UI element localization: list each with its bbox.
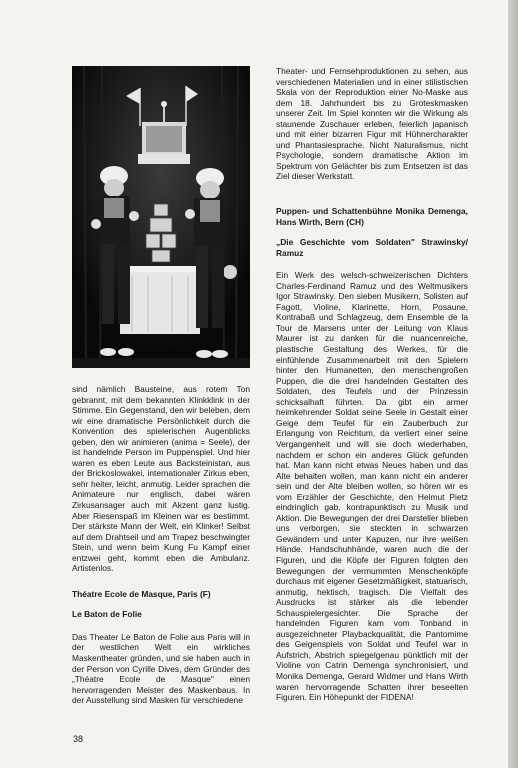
left-paragraph-1: sind nämlich Bausteine, aus rotem Ton gebrannt, mit dem bekannten Klinkklink in der Stimme. Ein Gegenstand, den wir beleben, dem wir eine dramatische Persönlichkeit durch die Konvention des spielerischen Augenblicks geben, den wir animieren (anima = Seele), der ist handelnde Person im Puppenspiel. Und hier waren es eben Leute aus Backsteinistan, aus der Brickoslowakei, internationaler Zirkus eben, sehr heiter, leicht, anmutig. Leider sprachen die Animateure nur englisch, dabei wären Zirkusansager auch mit Akzent ganz lustig. Aber Riesenspaß im Kleinen war es bestimmt. Der stärkste Mann der Welt, ein Klinker! Selbst auf dem Drahtseil und am Trapez beschwingter Stein, und wenn beim Kung Fu Kampf einer entzwei geht, kommt eben die Ambulanz. Artistenlos. [72, 384, 250, 574]
section-heading-theatre: Théatre Ecole de Masque, Paris (F) [72, 588, 211, 599]
page-edge [508, 0, 518, 768]
performance-photo [72, 66, 250, 368]
section-subheading-baton: Le Baton de Folie [72, 609, 142, 620]
page-number: 38 [73, 734, 84, 744]
right-paragraph-2: Ein Werk des welsch-schweizerischen Dichters Charles-Ferdinand Ramuz und des Weltmusikers Igor Strawinsky. Den sieben Musikern, Solisten auf Fagott, Violine, Klarinette, Horn, Posaune, Kontrabaß und Schlagzeug, dem Ensemble de la Tour de Marsens unter der Leitung von Klaus Maurer ist zu danken für die nuancenreiche, plastische Gestaltung des Werkes, für die einfühlende Zusammenarbeit mit den Spielern hinter den Humanetten, den menschengroßen Puppen, die die drei handelnden Gestalten des Soldaten, des Teufels und der Prinzessin schicksalhaft führten. Da gibt ein armer heimkehrender Soldat seine Seele in Gestalt einer Geige dem Teufel für ein Zauberbuch zur Erlangung von Reichtum, da verliert einer seine Vergangenheit und will sie doch wiederhaben, nachdem er schon ein anderes Glück gefunden hat. Man kann nicht etwas Neues haben und das Alte behalten wollen, man kann nicht ein anderer sein und der Alte bleiben wollen, so hören wir es vom Erzähler der Geschichte, den Helmut Pietz eindringlich gab, kontrapunktisch zu Musik und Aktion. Die Bewegungen der drei Darsteller blieben uns verborgen, sie steckten in schwarzen Gewändern und unter Kapuzen, nur ihre weißen Hände. Handschuhhände, waren auch die der Figuren, und die Köpfe der Figuren folgten den Bewegungen der vermummten Menschenköpfe durchaus mit eigener Gesetzmäßigkeit, statuarisch, anmutig, hektisch, tragisch. Die Vielfalt des Ausdrucks ist stärker als die lebender Schauspielergesichter. Die Sprache der handelnden Figuren kam vom Tonband in ausgezeichneter Playbackqualität, die Pantomime des Geigenspiels von Soldat und Teufel war in Aufstrich, Abstrich spiegelgenau pünktlich mit der Violine von Catrin Demenga synchronisiert, und Monika Demenga, Gerard Widmer und Hans Wirth waren hervorragende Schatten ihrer beseelten Figuren. Ein Höhepunkt der FIDENA! [276, 270, 468, 703]
section-subheading-soldat: „Die Geschichte vom Soldaten" Strawinsky/ Ramuz [276, 237, 468, 258]
right-text-column [276, 66, 468, 703]
stage-photo-icon [72, 66, 250, 368]
left-text-column [72, 384, 250, 706]
right-paragraph-1: Theater- und Fernsehproduktionen zu sehen, aus verschiedenen Materialien und in einer stilistischen Skala von der Reproduktion einer No-Maske aus dem 18. Jahrhundert bis zu Groteskmasken unserer Zeit. Im Spiel konnten wir die Wirkung als staunende Zuschauer erleben, feierlich japanisch und mit einer bizarren Figur mit Hühnercharakter und Phantasiesprache. Nicht Naturalismus, nicht Psychologie, sondern dramatische Aktion im Spektrum von Gelächter bis zum Entsetzen ist das Ziel dieser Werkstatt. [276, 66, 468, 182]
left-paragraph-2: Das Theater Le Baton de Folie aus Paris will in der westlichen Welt ein wirkliches Maskentheater gründen, und sie haben auch in der Person von Cyrille Dives, dem Gründer des „Théatre Ecole de Masque" einen hervorragenden Meister des Maskenbaus. In der Ausstellung sind Masken für verschiedene [72, 631, 250, 706]
section-heading-demenga: Puppen- und Schattenbühne Monika Demenga, Hans Wirth, Bern (CH) [276, 206, 468, 227]
